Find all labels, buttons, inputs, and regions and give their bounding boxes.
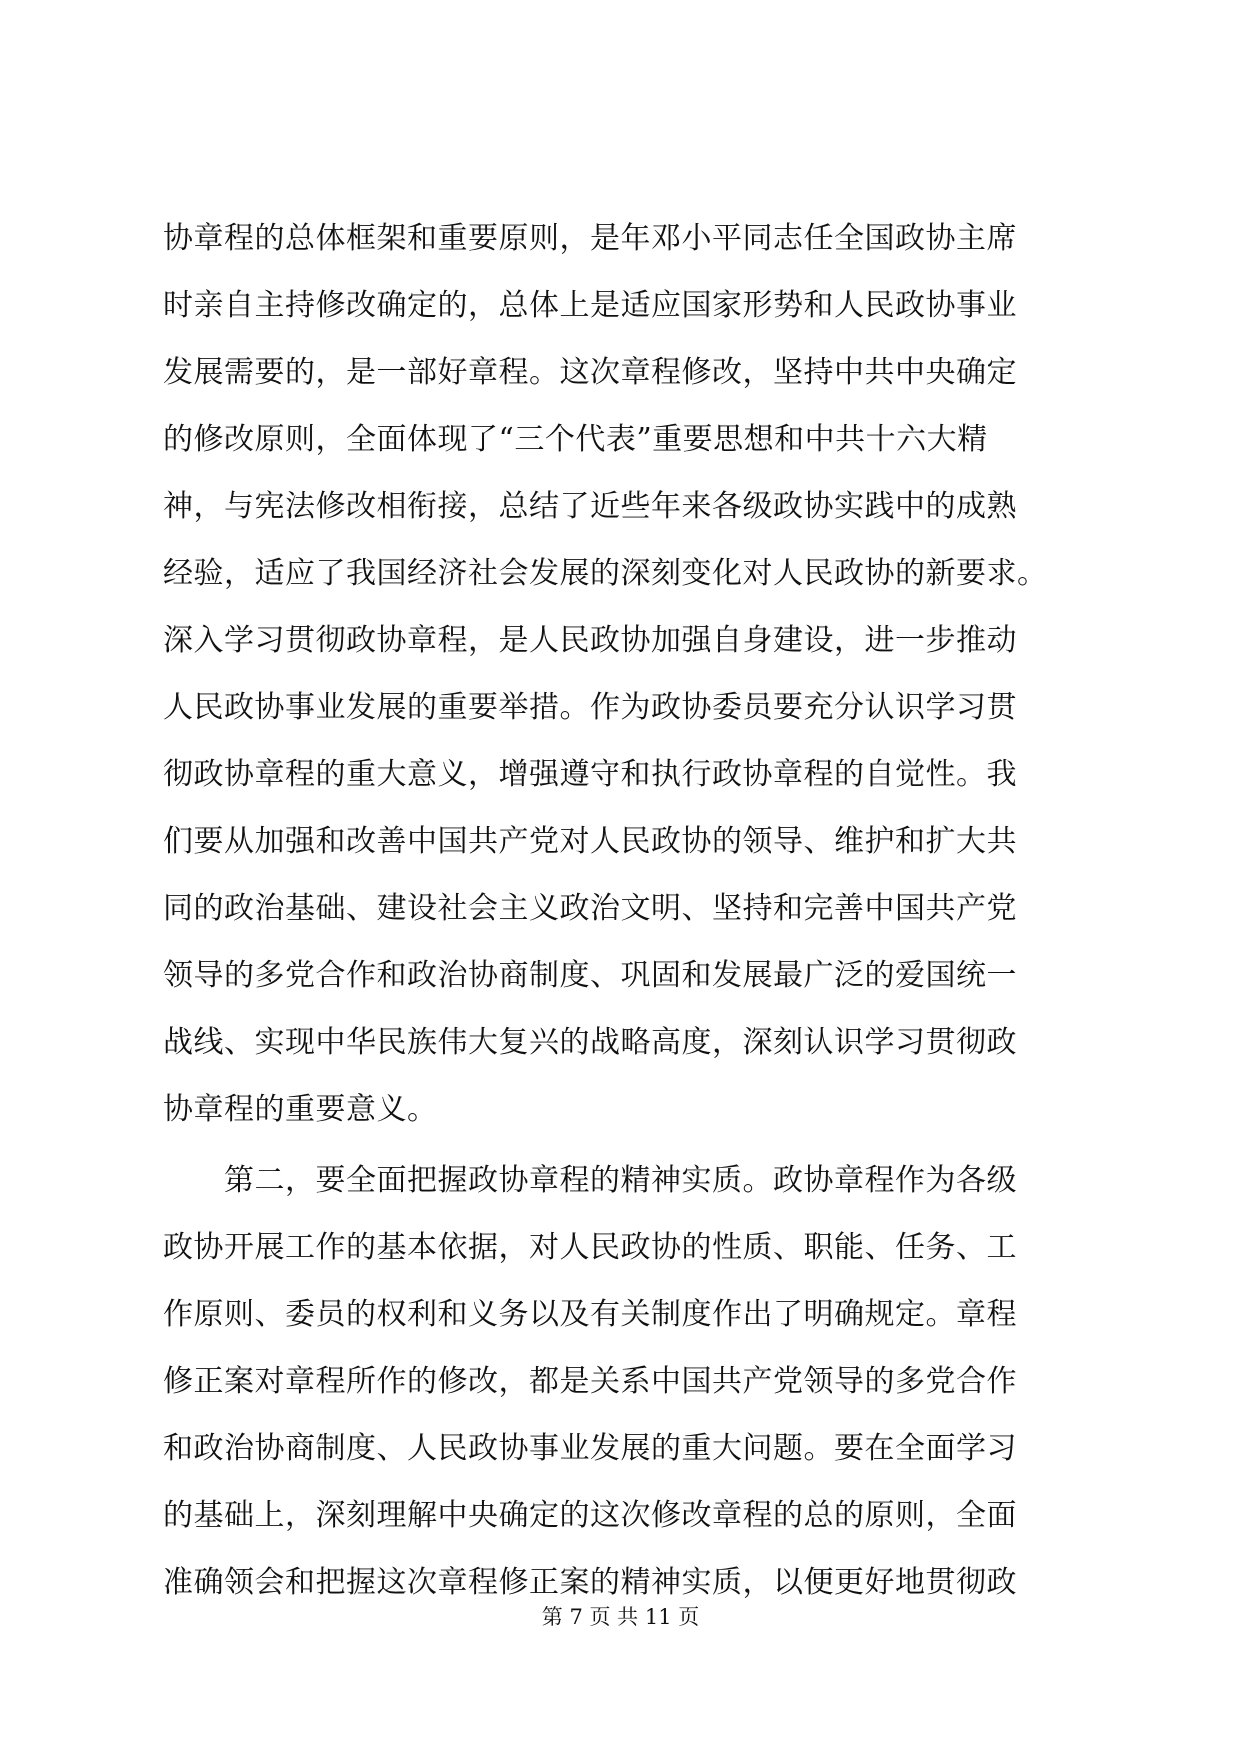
body-text — [163, 205, 1083, 1616]
text-line: 彻政协章程的重大意义，增强遵守和执行政协章程的自觉性。我 — [163, 757, 1017, 792]
text-line: 协章程的总体框架和重要原则，是年邓小平同志任全国政协主席 — [163, 221, 1017, 256]
text-line: 领导的多党合作和政治协商制度、巩固和发展最广泛的爱国统一 — [163, 958, 1017, 993]
text-line: 的修改原则，全面体现了“三个代表”重要思想和中共十六大精 — [163, 422, 988, 457]
text-line: 修正案对章程所作的修改，都是关系中国共产党领导的多党合作 — [163, 1364, 1017, 1399]
page-number-footer: 第 7 页 共 11 页 — [541, 1605, 700, 1629]
text-line: 战线、实现中华民族伟大复兴的战略高度，深刻认识学习贯彻政 — [163, 1025, 1017, 1060]
text-line: 经验，适应了我国经济社会发展的深刻变化对人民政协的新要求。 — [163, 556, 1048, 591]
text-line: 同的政治基础、建设社会主义政治文明、坚持和完善中国共产党 — [163, 891, 1017, 926]
text-line: 人民政协事业发展的重要举措。作为政协委员要充分认识学习贯 — [163, 690, 1017, 725]
text-line: 作原则、委员的权利和义务以及有关制度作出了明确规定。章程 — [163, 1297, 1017, 1332]
text-line: 深入学习贯彻政协章程，是人民政协加强自身建设，进一步推动 — [163, 623, 1017, 658]
text-line: 第二，要全面把握政协章程的精神实质。政协章程作为各级 — [163, 1163, 1017, 1198]
text-line: 的基础上，深刻理解中央确定的这次修改章程的总的原则，全面 — [163, 1498, 1017, 1533]
text-line: 准确领会和把握这次章程修正案的精神实质，以便更好地贯彻政 — [163, 1565, 1017, 1600]
text-line: 和政治协商制度、人民政协事业发展的重大问题。要在全面学习 — [163, 1431, 1017, 1466]
text-line: 政协开展工作的基本依据，对人民政协的性质、职能、任务、工 — [163, 1230, 1017, 1265]
text-line: 发展需要的，是一部好章程。这次章程修改，坚持中共中央确定 — [163, 355, 1017, 390]
text-line: 神，与宪法修改相衔接，总结了近些年来各级政协实践中的成熟 — [163, 489, 1017, 524]
text-line: 们要从加强和改善中国共产党对人民政协的领导、维护和扩大共 — [163, 824, 1017, 859]
text-line: 时亲自主持修改确定的，总体上是适应国家形势和人民政协事业 — [163, 288, 1017, 323]
text-line: 协章程的重要意义。 — [163, 1092, 438, 1127]
